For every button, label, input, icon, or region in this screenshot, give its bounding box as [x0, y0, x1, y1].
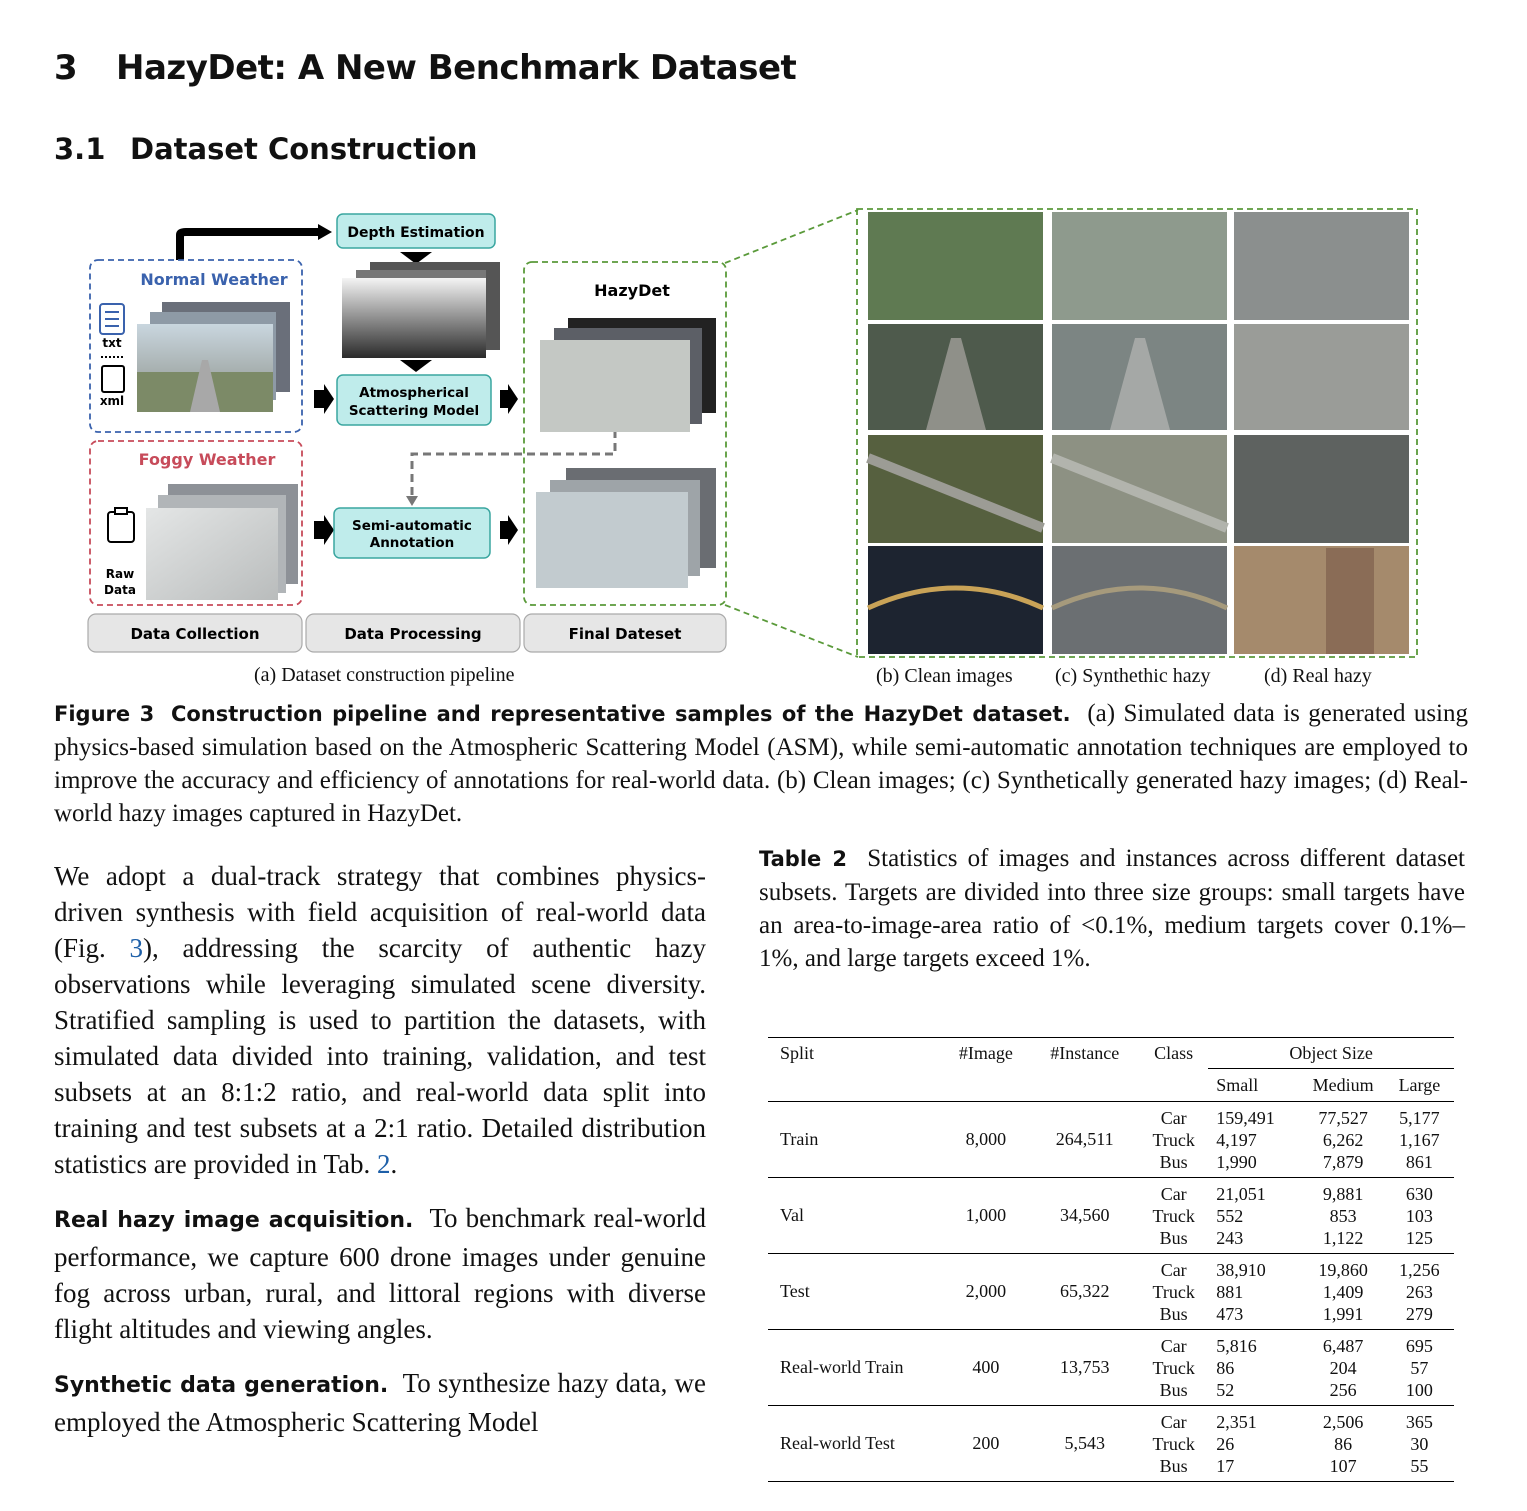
- cell-medium: [1301, 1254, 1384, 1330]
- cell-large-value: 279: [1405, 1303, 1433, 1324]
- table-body: [768, 1102, 1454, 1482]
- cell-medium: [1301, 1330, 1384, 1406]
- cell-medium-value: 204: [1329, 1357, 1357, 1378]
- cell-medium-value: 2,506: [1322, 1411, 1364, 1432]
- hazy-image-1: [1052, 212, 1227, 320]
- cell-small-value: 159,491: [1216, 1107, 1275, 1128]
- cell-large-value: 861: [1405, 1151, 1433, 1172]
- cell-class-value: Bus: [1159, 1227, 1188, 1248]
- header-small: Small: [1208, 1069, 1301, 1102]
- xml-file-icon: [102, 366, 124, 392]
- header-image: #Image: [941, 1038, 1030, 1069]
- cell-images: 400: [941, 1330, 1030, 1406]
- cell-instances: 5,543: [1030, 1406, 1139, 1482]
- subcaption-c: (c) Synthethic hazy: [1055, 665, 1211, 687]
- cell-medium: [1301, 1406, 1384, 1482]
- header-object-size: Object Size: [1208, 1038, 1454, 1069]
- down-arrow-2: [400, 360, 432, 372]
- subcaption-d: (d) Real hazy: [1264, 665, 1372, 687]
- cell-class-value: Bus: [1159, 1151, 1188, 1172]
- paragraph-1: We adopt a dual-track strategy that combines physics-driven synthesis with field acquisition of real-world data (Fig. 3), addressing the scarcity of authentic hazy observations while leveraging simulated scene diversity. Stratified sampling is used to partition the datasets, with simulated data divided into training, validation, and test subsets at an 8:1:2 ratio, and real-world data split into training and test subsets at a 2:1 ratio. Detailed distribution statistics are provided in Tab. 2.: [54, 861, 706, 1179]
- cell-medium-value: 1,409: [1322, 1281, 1364, 1302]
- cell-small-value: 552: [1216, 1205, 1244, 1226]
- cell-images: 200: [941, 1406, 1030, 1482]
- foggy-weather-label: Foggy Weather: [138, 450, 276, 469]
- cell-medium-value: 256: [1329, 1379, 1357, 1400]
- cell-large: [1385, 1254, 1454, 1330]
- paragraph-2: Real hazy image acquisition. To benchmark real-world performance, we capture 600 drone images under genuine fog across urban, rural, and littoral regions with diverse flight altitudes and viewing angles.: [54, 1203, 706, 1344]
- cell-medium-value: 107: [1329, 1455, 1357, 1476]
- cell-split: Test: [768, 1254, 941, 1330]
- cell-class-value: Bus: [1159, 1303, 1188, 1324]
- cell-large: [1385, 1102, 1454, 1178]
- cell-class-value: Bus: [1159, 1379, 1188, 1400]
- depth-estimation-label: Depth Estimation: [347, 225, 485, 241]
- cell-small-value: 1,990: [1216, 1151, 1257, 1172]
- figure-caption: [54, 697, 1468, 830]
- cell-large-value: 100: [1405, 1379, 1433, 1400]
- stage-collection-label: Data Collection: [130, 625, 260, 643]
- cell-small-value: 243: [1216, 1227, 1244, 1248]
- arrow-right-1: [314, 384, 334, 414]
- arrow-right-4: [500, 515, 518, 545]
- real-hazy-image-1: [1234, 212, 1409, 320]
- cell-split: Val: [768, 1178, 941, 1254]
- cell-class: [1139, 1178, 1208, 1254]
- figure-caption-title: Construction pipeline and representative samples of the HazyDet dataset.: [170, 702, 1071, 726]
- figure-caption-text: (a) Simulated data is generated using physics-based simulation based on the Atmospheric Scattering Model (ASM), while semi-automatic annotation techniques are employed to improve the accuracy and efficiency of annotations for real-world data. (b) Clean images; (c) Synthetically generated hazy images; (d) Real-world hazy images captured in HazyDet.: [54, 700, 1469, 827]
- arrow-right-2: [500, 384, 518, 414]
- subsection-number: 3.1: [54, 132, 106, 166]
- cell-large-value: 57: [1410, 1357, 1429, 1378]
- cell-class-value: Truck: [1152, 1281, 1195, 1302]
- cell-medium-value: 1,122: [1322, 1227, 1364, 1248]
- cell-medium-value: 6,487: [1322, 1335, 1364, 1356]
- cell-large: [1385, 1178, 1454, 1254]
- figure-caption-label: Figure 3: [54, 702, 155, 726]
- cell-small: [1208, 1406, 1301, 1482]
- cell-small-value: 881: [1216, 1281, 1244, 1302]
- table-row: [768, 1406, 1454, 1482]
- subsection-title: Dataset Construction: [130, 132, 478, 166]
- cell-instances: 13,753: [1030, 1330, 1139, 1406]
- cell-large-value: 1,256: [1399, 1259, 1440, 1280]
- table-row: [768, 1102, 1454, 1178]
- cell-instances: 34,560: [1030, 1178, 1139, 1254]
- bent-arrow: [180, 232, 320, 260]
- cell-medium-value: 1,991: [1322, 1303, 1364, 1324]
- header-large: Large: [1385, 1069, 1454, 1102]
- semi-label-1: Semi-automatic: [352, 518, 472, 534]
- cell-class-value: Car: [1160, 1183, 1187, 1204]
- clean-image-1: [868, 212, 1043, 320]
- cell-class: [1139, 1330, 1208, 1406]
- xml-label: xml: [99, 394, 125, 408]
- raw-label: Raw: [105, 567, 135, 581]
- cell-medium-value: 19,860: [1318, 1259, 1368, 1280]
- cell-small: [1208, 1330, 1301, 1406]
- cell-medium-value: 6,262: [1322, 1129, 1364, 1150]
- pipeline-diagram: [80, 200, 740, 670]
- cell-large-value: 55: [1410, 1455, 1429, 1476]
- stage-processing-label: Data Processing: [344, 625, 482, 643]
- cell-small-value: 21,051: [1216, 1183, 1266, 1204]
- cell-small-value: 2,351: [1216, 1411, 1257, 1432]
- cell-medium-value: 77,527: [1318, 1107, 1368, 1128]
- final-photo-front: [540, 340, 690, 432]
- header-class: Class: [1139, 1038, 1208, 1069]
- cell-small: [1208, 1254, 1301, 1330]
- run-in-heading-synthetic: Synthetic data generation.: [54, 1373, 389, 1398]
- txt-label: txt: [102, 336, 122, 350]
- cell-large-value: 263: [1405, 1281, 1433, 1302]
- cell-large-value: 125: [1405, 1227, 1433, 1248]
- asm-label-2: Scattering Model: [348, 403, 480, 419]
- table-row: [768, 1254, 1454, 1330]
- sample-image-grid: [856, 208, 1420, 660]
- cell-class-value: Truck: [1152, 1357, 1195, 1378]
- cell-class-value: Car: [1160, 1335, 1187, 1356]
- header-split: Split: [768, 1038, 941, 1069]
- depth-map-front: [342, 278, 486, 358]
- table-row: [768, 1178, 1454, 1254]
- body-text-column: [54, 858, 706, 1458]
- subcaption-a: (a) Dataset construction pipeline: [254, 664, 515, 686]
- cell-class-value: Truck: [1152, 1205, 1195, 1226]
- table-caption-text: Statistics of images and instances across different dataset subsets. Targets are divided into three size groups: small targets have an area-to-image-area ratio of <0.1%, medium targets cover 0.1%–1%, and large targets exceed 1%.: [759, 845, 1466, 972]
- table-ref-link[interactable]: 2: [377, 1149, 391, 1179]
- cell-medium-value: 7,879: [1322, 1151, 1364, 1172]
- run-in-heading-real: Real hazy image acquisition.: [54, 1208, 414, 1233]
- header-instance: #Instance: [1030, 1038, 1139, 1069]
- cell-large-value: 1,167: [1399, 1129, 1440, 1150]
- figure-ref-link[interactable]: 3: [129, 933, 143, 963]
- normal-weather-label: Normal Weather: [140, 270, 288, 289]
- cell-large-value: 365: [1405, 1411, 1433, 1432]
- cell-medium-value: 853: [1329, 1205, 1357, 1226]
- real-hazy-image-4: [1234, 546, 1409, 654]
- foggy-photo-front: [146, 508, 278, 600]
- cell-medium-value: 9,881: [1322, 1183, 1364, 1204]
- cell-small-value: 5,816: [1216, 1335, 1257, 1356]
- clipboard-icon: [108, 512, 134, 542]
- cell-small-value: 52: [1216, 1379, 1235, 1400]
- stage-final-label: Final Dateset: [568, 625, 682, 643]
- cell-small-value: 473: [1216, 1303, 1244, 1324]
- section-heading: [54, 48, 796, 88]
- cell-images: 2,000: [941, 1254, 1030, 1330]
- real-hazy-image-3: [1234, 435, 1409, 543]
- cell-large-value: 30: [1410, 1433, 1429, 1454]
- subsection-heading: [54, 132, 477, 166]
- cell-medium-value: 86: [1334, 1433, 1353, 1454]
- cell-small: [1208, 1102, 1301, 1178]
- cell-class-value: Bus: [1159, 1455, 1188, 1476]
- final-foggy-front: [536, 492, 688, 588]
- cell-instances: 264,511: [1030, 1102, 1139, 1178]
- cell-class-value: Car: [1160, 1107, 1187, 1128]
- cell-large: [1385, 1330, 1454, 1406]
- cell-large-value: 695: [1405, 1335, 1433, 1356]
- cell-class-value: Car: [1160, 1411, 1187, 1432]
- cell-large: [1385, 1406, 1454, 1482]
- table-caption: [759, 842, 1465, 975]
- cell-class-value: Truck: [1152, 1129, 1195, 1150]
- cell-small-value: 17: [1216, 1455, 1235, 1476]
- cell-medium: [1301, 1102, 1384, 1178]
- asm-label-1: Atmospherical: [359, 385, 469, 401]
- real-hazy-image-2: [1234, 324, 1409, 430]
- zoom-lines: [720, 205, 870, 665]
- cell-large-value: 103: [1405, 1205, 1433, 1226]
- cell-split: Real-world Train: [768, 1330, 941, 1406]
- section-title: HazyDet: A New Benchmark Dataset: [116, 48, 797, 88]
- header-medium: Medium: [1301, 1069, 1384, 1102]
- cell-split: Real-world Test: [768, 1406, 941, 1482]
- table-caption-label: Table 2: [759, 847, 848, 871]
- cell-images: 8,000: [941, 1102, 1030, 1178]
- arrow-head: [318, 224, 332, 240]
- subcaption-b: (b) Clean images: [876, 665, 1013, 687]
- cell-class: [1139, 1406, 1208, 1482]
- cell-class-value: Truck: [1152, 1433, 1195, 1454]
- cell-large-value: 5,177: [1399, 1107, 1440, 1128]
- cell-instances: 65,322: [1030, 1254, 1139, 1330]
- arrow-right-3: [314, 515, 334, 545]
- cell-class: [1139, 1254, 1208, 1330]
- data-label: Data: [104, 583, 136, 597]
- semi-label-2: Annotation: [369, 535, 455, 551]
- cell-images: 1,000: [941, 1178, 1030, 1254]
- cell-small-value: 38,910: [1216, 1259, 1266, 1280]
- cell-small-value: 4,197: [1216, 1129, 1257, 1150]
- cell-small-value: 26: [1216, 1433, 1235, 1454]
- table-row: [768, 1330, 1454, 1406]
- cell-medium: [1301, 1178, 1384, 1254]
- cell-class-value: Car: [1160, 1259, 1187, 1280]
- cell-split: Train: [768, 1102, 941, 1178]
- section-number: 3: [54, 48, 78, 88]
- cell-small-value: 86: [1216, 1357, 1235, 1378]
- statistics-table: [768, 1037, 1454, 1482]
- cell-small: [1208, 1178, 1301, 1254]
- cell-class: [1139, 1102, 1208, 1178]
- paragraph-3: Synthetic data generation. To synthesize hazy data, we employed the Atmospheric Scattering Model: [54, 1368, 706, 1437]
- hazydet-label: HazyDet: [594, 281, 670, 300]
- cell-large-value: 630: [1405, 1183, 1433, 1204]
